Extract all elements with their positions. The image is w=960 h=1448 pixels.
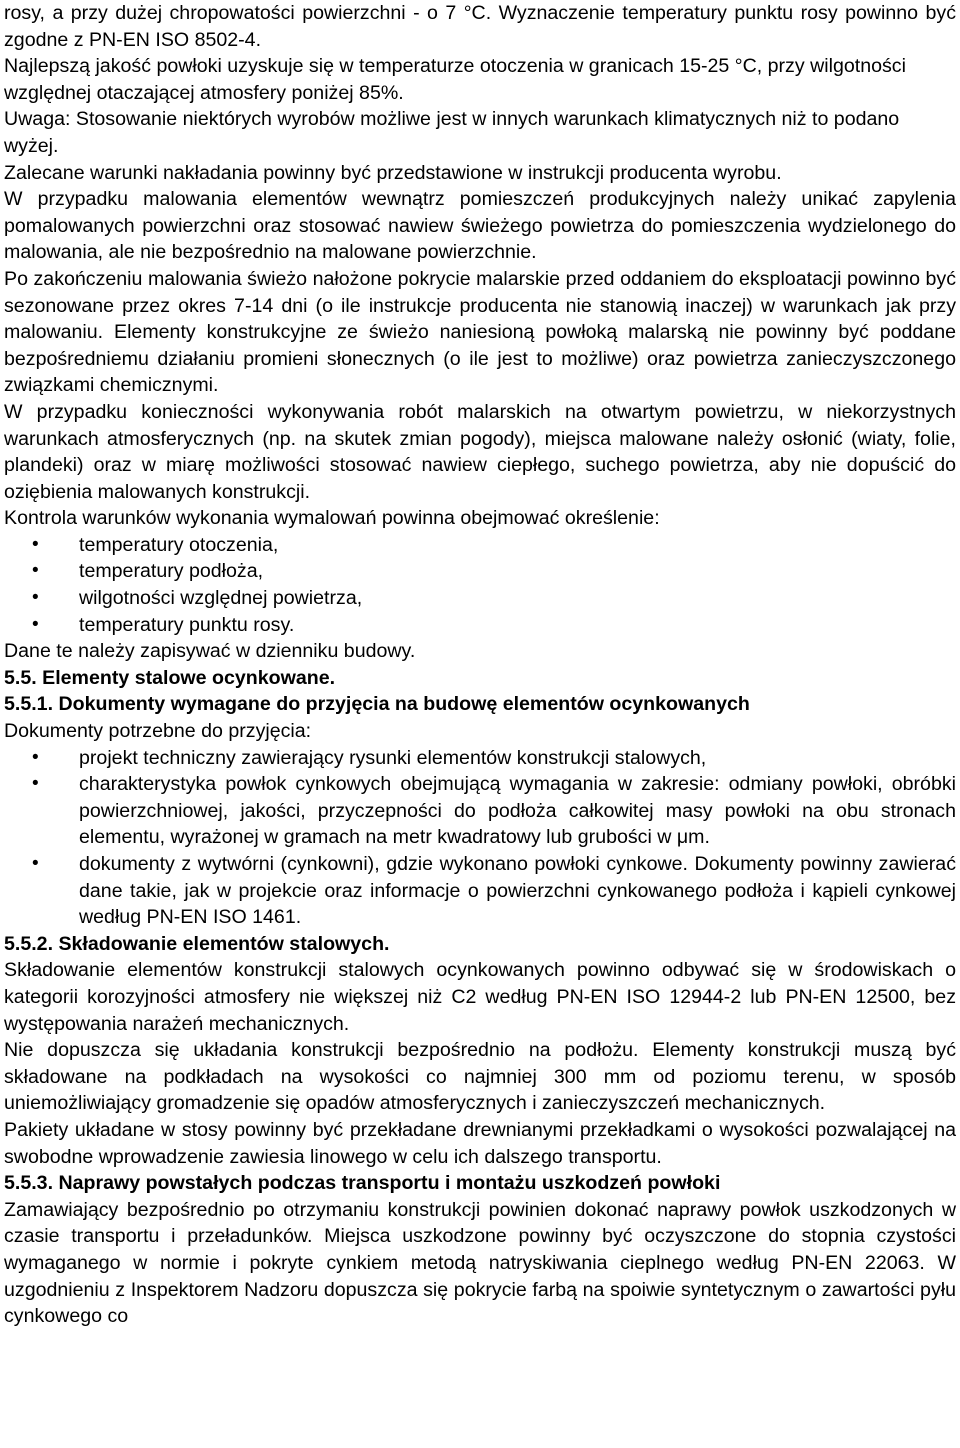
paragraph-recommended-conditions: Zalecane warunki nakładania powinny być przedstawione w instrukcji producenta wyrobu. [4, 161, 782, 184]
paragraph-seasoning: Po zakończeniu malowania świeżo nałożone pokrycie malarskie przed oddaniem do eksploatacji powinno być sezonowane przez okres 7-14 dni (o ile instrukcje producenta nie stanowią inaczej) w warunkach jak przy malowaniu. Elementy konstrukcyjne ze świeżo naniesioną powłoką malarską nie powinny być poddane bezpośredniemu działaniu promieni słonecznych (o ile jest to możliwe) oraz powietrza zanieczyszczonego związkami chemicznymi. [4, 267, 956, 397]
list-item: • temperatury punktu rosy. [4, 612, 956, 639]
paragraph-repairs: Zamawiający bezpośrednio po otrzymaniu konstrukcji powinien dokonać naprawy powłok uszkodzonych w czasie transportu i przeładunków. Miejsca uszkodzone powinny być oczyszczone do stopnia czystości wymaganego w normie i pokryte cynkiem metodą natryskiwania cieplnego według PN-EN 22063. W uzgodnieniu z Inspektorem Nadzoru dopuszcza się pokrycie farbą na spoiwie syntetycznym o zawartości pyłu cynkowego co [4, 1198, 956, 1328]
section-heading-5-5: 5.5. Elementy stalowe ocynkowane. [4, 666, 336, 689]
paragraph-documents-needed: Dokumenty potrzebne do przyjęcia: [4, 720, 312, 743]
list-item: • dokumenty z wytwórni (cynkowni), gdzie wykonano powłoki cynkowe. Dokumenty powinny zawierać dane takie, jak w projekcie oraz informacje o powierzchni cynkowanego podłoża i kąpieli cynkowej według PN-EN ISO 1461. [4, 851, 956, 931]
list-item: • projekt techniczny zawierający rysunki elementów konstrukcji stalowych, [4, 745, 956, 772]
section-heading-5-5-1: 5.5.1. Dokumenty wymagane do przyjęcia na budowę elementów ocynkowanych [4, 693, 750, 716]
paragraph-outdoor-painting: W przypadku konieczności wykonywania robót malarskich na otwartym powietrzu, w niekorzystnych warunkach atmosferycznych (np. na skutek zmian pogody), miejsca malowane należy osłonić (wiaty, folie, plandeki) oraz w miarę możliwości stosować nawiew ciepłego, suchego powietrza, aby nie dopuścić do oziębienia malowanych konstrukcji. [4, 400, 956, 503]
list-item: • wilgotności względnej powietrza, [4, 585, 956, 612]
paragraph-note: Uwaga: Stosowanie niektórych wyrobów możliwe jest w innych warunkach klimatycznych niż to podano wyżej. [4, 108, 900, 157]
paragraph-control-conditions: Kontrola warunków wykonania wymalowań powinna obejmować określenie: [4, 507, 660, 530]
document-page [4, 0, 956, 1330]
paragraph-indoor-painting: W przypadku malowania elementów wewnątrz pomieszczeń produkcyjnych należy unikać zapylenia pomalowanych powierzchni oraz stosować nawiew świeżego powietrza do pomieszczenia wydzielonego do malowania, ale nie bezpośrednio na malowane powierzchnie. [4, 188, 956, 264]
list-item: • temperatury otoczenia, [4, 532, 956, 559]
paragraph-best-quality: Najlepszą jakość powłoki uzyskuje się w temperaturze otoczenia w granicach 15-25 °C, przy wilgotności względnej otaczającej atmosfery poniżej 85%. [4, 55, 906, 104]
paragraph-dew-point: rosy, a przy dużej chropowatości powierzchni - o 7 °C. Wyznaczenie temperatury punktu rosy powinno być zgodne z PN-EN ISO 8502-4. [4, 2, 956, 51]
list-item: • temperatury podłoża, [4, 558, 956, 585]
paragraph-storage-supports: Nie dopuszcza się układania konstrukcji bezpośrednio na podłożu. Elementy konstrukcji muszą być składowane na podkładach na wysokości co najmniej 300 mm od poziomu terenu, w sposób uniemożliwiający gromadzenie się opadów atmosferycznych i zanieczyszczeń mechanicznych. [4, 1039, 956, 1115]
paragraph-log-data: Dane te należy zapisywać w dzienniku budowy. [4, 640, 416, 663]
section-heading-5-5-2: 5.5.2. Składowanie elementów stalowych. [4, 932, 390, 955]
list-control-items [4, 532, 956, 638]
paragraph-storage-environment: Składowanie elementów konstrukcji stalowych ocynkowanych powinno odbywać się w środowiskach o kategorii korozyjności atmosfery nie większej niż C2 według PN-EN ISO 12944-2 lub PN-EN 12500, bez występowania narażeń mechanicznych. [4, 959, 956, 1035]
list-item: • charakterystyka powłok cynkowych obejmującą wymagania w zakresie: odmiany powłoki, obróbki powierzchniowej, jakości, przyczepności do podłoża całkowitej masy powłoki na obu stronach elementu, wyrażonej w gramach na metr kwadratowy lub grubości w μm. [4, 771, 956, 851]
section-heading-5-5-3: 5.5.3. Naprawy powstałych podczas transportu i montażu uszkodzeń powłoki [4, 1172, 721, 1195]
paragraph-stacks: Pakiety układane w stosy powinny być przekładane drewnianymi przekładkami o wysokości pozwalającej na swobodne wprowadzenie zawiesia linowego w celu ich dalszego transportu. [4, 1118, 956, 1168]
list-documents [4, 745, 956, 931]
